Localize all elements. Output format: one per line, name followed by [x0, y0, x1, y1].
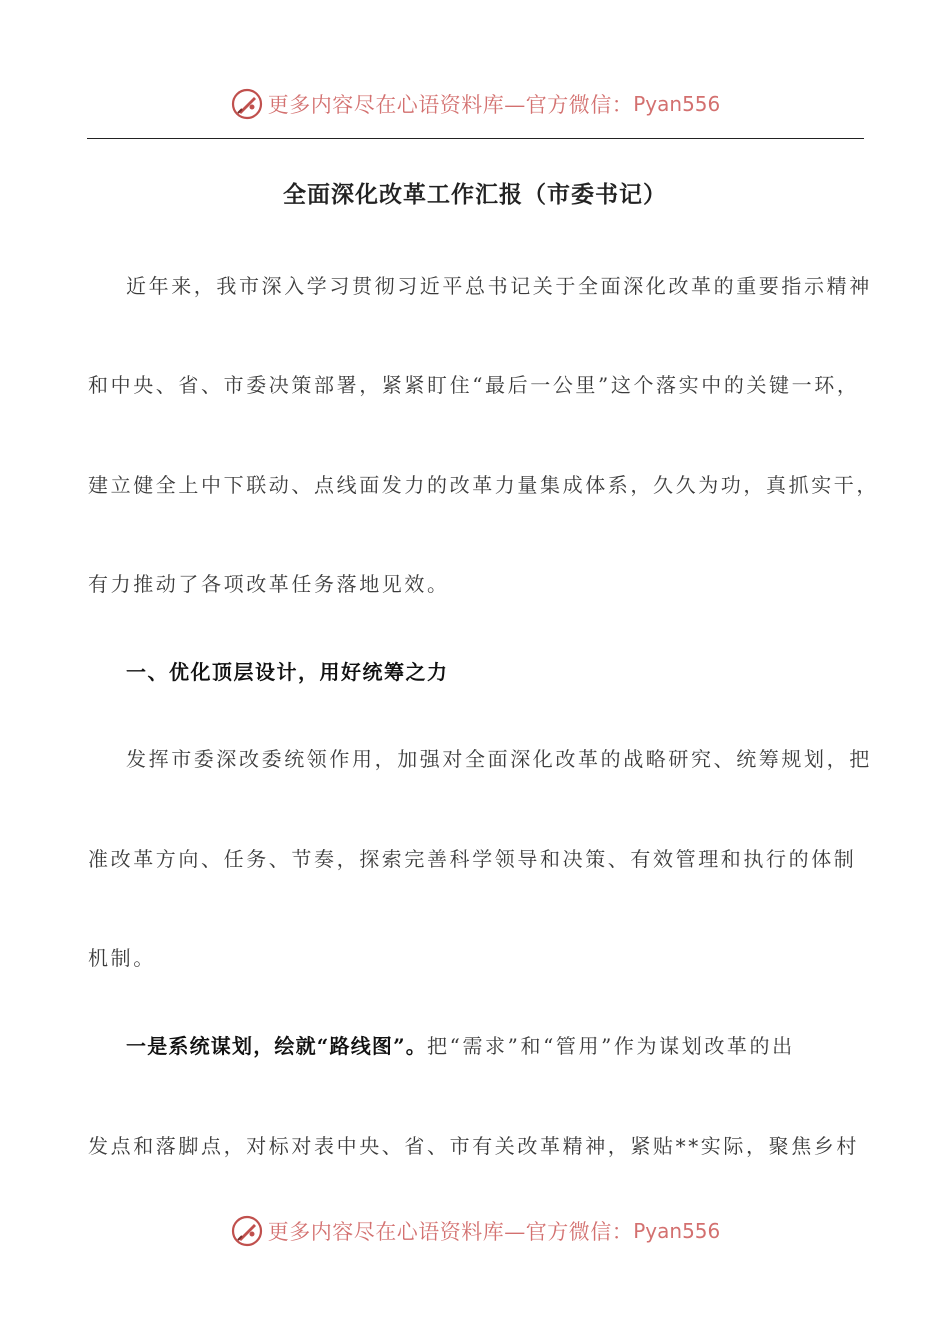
paragraph-1-line-4: 有力推动了各项改革任务落地见效。: [88, 572, 450, 596]
document-title: 全面深化改革工作汇报（市委书记）: [283, 181, 667, 208]
paragraph-1-line-3: 建立健全上中下联动、点线面发力的改革力量集成体系，久久为功，真抓实干，: [88, 473, 879, 497]
watermark-wechat-id: Pyan556: [633, 92, 721, 116]
watermark-text: 更多内容尽在心语资料库—官方微信：: [267, 93, 634, 117]
section-1-heading: 一、优化顶层设计，用好统筹之力: [126, 660, 449, 684]
paragraph-3-line-2: 发点和落脚点，对标对表中央、省、市有关改革精神，紧贴**实际，聚焦乡村: [88, 1134, 859, 1158]
watermark-banner-bottom: [0, 1211, 950, 1251]
paragraph-3-lead: 一是系统谋划，绘就“路线图”。: [126, 1034, 428, 1058]
paragraph-1-line-2: 和中央、省、市委决策部署，紧紧盯住“最后一公里”这个落实中的关键一环，: [88, 373, 860, 397]
paragraph-3-line-1: [126, 1032, 795, 1060]
watermark-banner-top: [0, 84, 950, 124]
paragraph-1-line-1: 近年来，我市深入学习贯彻习近平总书记关于全面深化改革的重要指示精神: [126, 274, 872, 298]
paragraph-2-line-1: 发挥市委深改委统领作用，加强对全面深化改革的战略研究、统筹规划，把: [126, 747, 872, 771]
quill-logo-icon: [230, 87, 264, 121]
paragraph-2-line-2: 准改革方向、任务、节奏，探索完善科学领导和决策、有效管理和执行的体制: [88, 847, 857, 871]
watermark-wechat-id: Pyan556: [633, 1219, 721, 1243]
paragraph-2-line-3: 机制。: [88, 946, 156, 970]
quill-logo-icon: [230, 1214, 264, 1248]
header-rule: [87, 138, 864, 139]
paragraph-3-first-rest: 把“需求”和“管用”作为谋划改革的出: [427, 1034, 795, 1058]
watermark-text: 更多内容尽在心语资料库—官方微信：: [267, 1220, 634, 1244]
